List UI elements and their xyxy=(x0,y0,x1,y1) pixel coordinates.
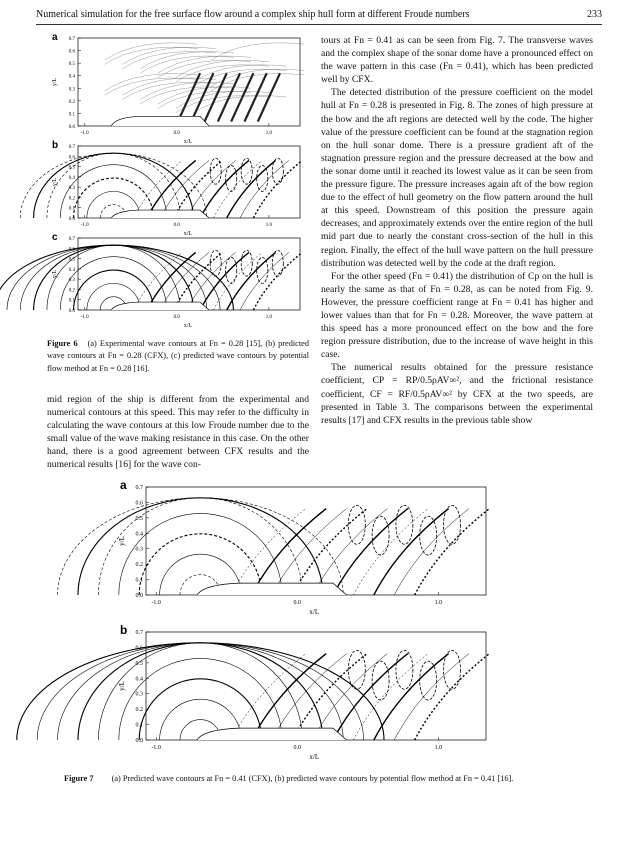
x-tick-label: 0.0 xyxy=(293,600,302,606)
x-tick-label: -1.0 xyxy=(80,223,89,228)
figure-6-caption-label: Figure 6 xyxy=(47,339,78,348)
y-tick-label: 0.2 xyxy=(68,99,75,105)
y-tick-label: 0.5 xyxy=(68,62,75,68)
paragraph-3: For the other speed (Fn = 0.41) the distribution of Cp on the hull is nearly the same as that of Fn = 0.28, as can be noted from Fig. 9. However, the pressure coefficient range at Fn = 0.41 has higher and lower values than that for Fn = 0.28. Moreover, the wave pattern at this speed has a more pronounced effect on the bow and the fore region pressure distribution, due to the increase of wave height in this case. xyxy=(321,270,593,361)
left-column xyxy=(47,393,309,472)
plot-frame xyxy=(146,487,486,595)
wave-contours xyxy=(105,43,305,122)
panel-label: c xyxy=(52,232,58,243)
y-tick-label: 0.1 xyxy=(135,577,143,584)
paragraph-2: The detected distribution of the pressure coefficient on the model hull at Fn = 0.28 is presented in Fig. 8. The zones of high pressure at the bow and the aft regions are detected well by the code. The higher value of the pressure coefficient can be found at the stagnation region on the hull sonar dome. There is a pressure gradient aft of the stagnation pressure region and the pressure decreased at the bow and the sonar dome until it reached its lowest value as it can be seen from the pressure figure. The pressure increases again aft of the bow region due to the effect of hull geometry on the flow pattern around the hull at this speed. Downstream of this position the pressure again decreases, and approximately extends over the entire region of the hull mid part due to nearly the constant cross-section of the hull in this region. Finally, the effect of the hull wave pattern on the hull pressure distribution was detected well by the code at the draft region. xyxy=(321,87,593,269)
figure-7-caption-label: Figure 7 xyxy=(64,774,94,783)
x-tick-label: 1.0 xyxy=(265,223,273,228)
wave-contours xyxy=(0,245,302,310)
contour-panel-b xyxy=(116,623,496,762)
hull-outline xyxy=(111,302,209,310)
y-axis-label: y/L xyxy=(118,536,126,546)
paragraph-4: The numerical results obtained for the pressure resistance coefficient, CP = RP/0.5ρAV∞², and the frictional resistance coefficient, CF = RF/0.5ρAV∞² by CFX at the two speeds, are presented in Table 3. The comparisons between the experimental results [17] and CFX results in the previous table show xyxy=(321,362,593,426)
y-axis-label: y/L xyxy=(118,681,126,691)
y-tick-label: 0.3 xyxy=(135,546,143,553)
x-tick-label: 0.0 xyxy=(293,745,302,751)
y-tick-label: 0.7 xyxy=(68,237,75,242)
y-tick-label: 0.5 xyxy=(135,660,143,667)
y-tick-label: 0.3 xyxy=(135,691,143,698)
y-tick-label: 0.6 xyxy=(68,247,75,253)
y-tick-label: 0.1 xyxy=(135,722,143,729)
y-tick-label: 0.0 xyxy=(68,217,75,222)
y-tick-label: 0.5 xyxy=(68,257,75,263)
plot-frame xyxy=(78,146,300,218)
figure-6-caption xyxy=(47,338,309,375)
y-tick-label: 0.1 xyxy=(68,206,75,212)
panel-label: a xyxy=(52,32,58,43)
y-tick-label: 0.6 xyxy=(68,155,75,161)
y-tick-label: 0.1 xyxy=(68,112,75,118)
x-tick-label: 1.0 xyxy=(265,131,273,136)
y-tick-label: 0.2 xyxy=(135,707,143,714)
plot-frame xyxy=(78,38,300,126)
plot-frame xyxy=(78,238,300,310)
x-tick-label: -1.0 xyxy=(80,131,89,136)
y-tick-label: 0.4 xyxy=(68,267,75,273)
y-tick-label: 0.3 xyxy=(68,186,75,192)
y-tick-label: 0.3 xyxy=(68,87,75,93)
x-tick-label: 1.0 xyxy=(434,745,443,751)
x-tick-label: 0.0 xyxy=(173,131,180,136)
figure-7-caption xyxy=(64,774,513,783)
y-tick-label: 0.4 xyxy=(68,74,75,80)
x-tick-label: 0.0 xyxy=(173,315,180,320)
running-header xyxy=(36,9,602,20)
y-axis-label: y/L xyxy=(52,269,58,279)
page-number: 233 xyxy=(587,9,602,20)
x-tick-label: 0.0 xyxy=(173,223,180,228)
right-column xyxy=(321,34,593,427)
panel-label: a xyxy=(120,478,127,492)
y-tick-label: 0.7 xyxy=(68,37,75,42)
x-axis-label: x/L xyxy=(183,323,193,329)
y-tick-label: 0.0 xyxy=(68,125,75,130)
figure-6-caption-text: (a) Experimental wave contours at Fn = 0.28 [15], (b) predicted wave contours at Fn = 0.28 (CFX), (c) predicted wave contours by potential flow method at Fn = 0.28 [16]. xyxy=(47,339,310,373)
wave-contours xyxy=(17,643,490,740)
y-tick-label: 0.0 xyxy=(135,738,143,744)
y-axis-label: y/L xyxy=(52,77,58,87)
y-tick-label: 0.6 xyxy=(68,49,75,55)
y-tick-label: 0.1 xyxy=(68,298,75,304)
y-tick-label: 0.4 xyxy=(68,175,75,181)
x-tick-label: -1.0 xyxy=(80,315,89,320)
y-tick-label: 0.7 xyxy=(135,485,143,491)
panel-label: b xyxy=(52,140,59,151)
x-tick-label: 1.0 xyxy=(434,600,443,606)
y-axis-label: y/L xyxy=(52,177,58,187)
header-rule xyxy=(36,24,602,25)
running-title: Numerical simulation for the free surface flow around a complex ship hull form at different Froude numbers xyxy=(36,9,470,20)
y-tick-label: 0.6 xyxy=(135,500,143,507)
y-tick-label: 0.5 xyxy=(68,165,75,171)
y-tick-label: 0.4 xyxy=(135,531,143,538)
contour-panel-a xyxy=(48,32,310,148)
x-axis-label: x/L xyxy=(309,608,320,616)
hull-outline xyxy=(111,116,209,126)
hull-outline xyxy=(197,583,347,595)
x-axis-label: x/L xyxy=(183,139,193,145)
y-tick-label: 0.0 xyxy=(135,593,143,599)
y-tick-label: 0.7 xyxy=(135,630,143,636)
wave-contours xyxy=(20,153,302,218)
left-column-paragraph: mid region of the ship is different from the experimental and numerical contours at this speed. This may refer to the difficulty in calculating the wave contours at this low Froude number due to the small value of the wave making resistance in this case. On the other hand, there is a good agreement between CFX results and the numerical results [16] for the wave con- xyxy=(47,394,309,471)
y-tick-label: 0.4 xyxy=(135,676,143,683)
figure-7-caption-text: (a) Predicted wave contours at Fn = 0.41 (CFX), (b) predicted wave contours by potential flow method at Fn = 0.41 [16]. xyxy=(111,774,514,783)
plot-frame xyxy=(146,632,486,740)
y-tick-label: 0.7 xyxy=(68,145,75,150)
x-axis-label: x/L xyxy=(309,753,320,761)
y-tick-label: 0.2 xyxy=(68,288,75,294)
y-tick-label: 0.0 xyxy=(68,309,75,314)
contour-panel-c xyxy=(48,232,310,332)
y-tick-label: 0.6 xyxy=(135,645,143,652)
contour-panel-a xyxy=(116,478,496,617)
x-tick-label: -1.0 xyxy=(151,745,161,751)
hull-outline xyxy=(197,728,347,740)
y-tick-label: 0.3 xyxy=(68,278,75,284)
x-tick-label: 1.0 xyxy=(265,315,273,320)
x-axis-label: x/L xyxy=(183,231,193,237)
x-tick-label: -1.0 xyxy=(151,600,161,606)
hull-outline xyxy=(111,210,209,218)
y-tick-label: 0.2 xyxy=(135,562,143,569)
contour-panel-b xyxy=(48,140,310,240)
panel-label: b xyxy=(120,623,128,637)
y-tick-label: 0.5 xyxy=(135,515,143,522)
paragraph-1: tours at Fn = 0.41 as can be seen from Fig. 7. The transverse waves and the complex shape of the sonar dome have a pronounced effect on the wave pattern in this case (Fn = 0.41), which has been predicted well by CFX. xyxy=(321,35,593,86)
y-tick-label: 0.2 xyxy=(68,196,75,202)
